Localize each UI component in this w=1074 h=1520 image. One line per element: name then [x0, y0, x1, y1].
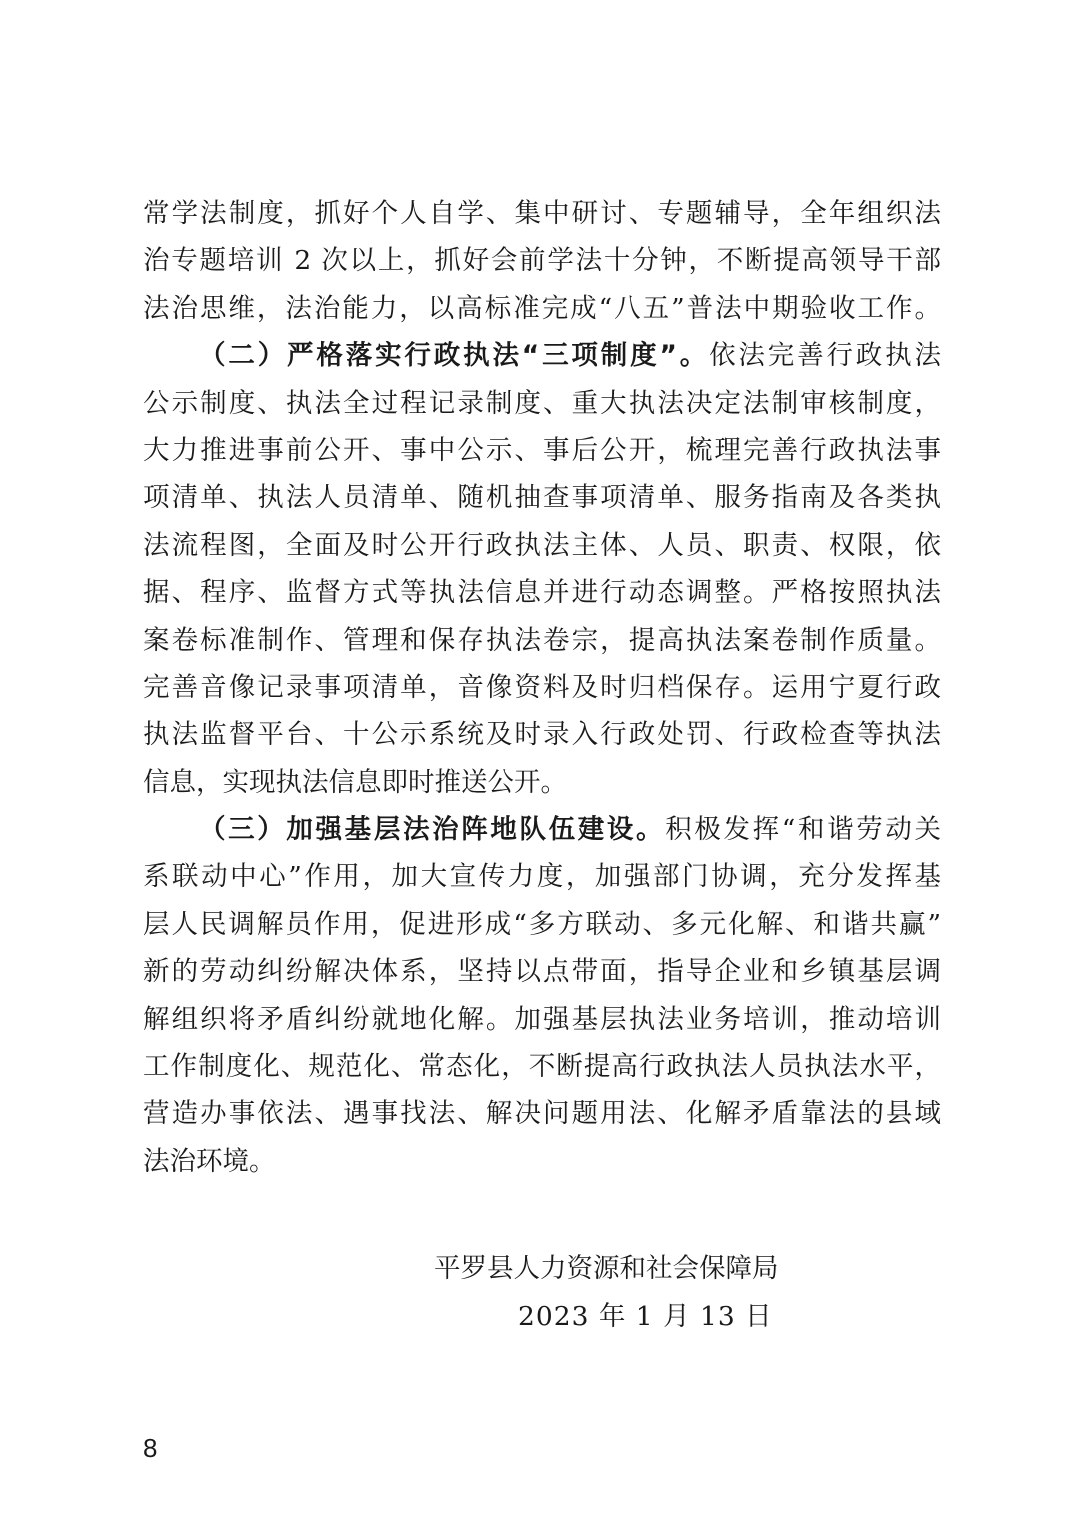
text-line: 系联动中心”作用，加大宣传力度，加强部门协调，充分发挥基 — [143, 861, 941, 893]
text-line: 项清单、执法人员清单、随机抽查事项清单、服务指南及各类执 — [143, 482, 941, 514]
section-3-heading: （三）加强基层法治阵地队伍建设。 — [199, 814, 666, 846]
signature-date: 2023 年 1 月 13 日 — [518, 1301, 773, 1332]
text-line: 解组织将矛盾纠纷就地化解。加强基层执法业务培训，推动培训 — [143, 1003, 941, 1035]
body-text — [143, 190, 941, 1185]
text-line: 新的劳动纠纷解决体系，坚持以点带面，指导企业和乡镇基层调 — [143, 956, 941, 988]
section-3-first-line — [143, 806, 941, 853]
text-line: 公示制度、执法全过程记录制度、重大执法决定法制审核制度， — [143, 387, 941, 419]
section-2-heading: （二）严格落实行政执法“三项制度”。 — [199, 340, 710, 372]
text-line: 案卷标准制作、管理和保存执法卷宗，提高执法案卷制作质量。 — [143, 624, 941, 656]
text-line: 工作制度化、规范化、常态化，不断提高行政执法人员执法水平， — [143, 1051, 941, 1083]
text-line: 法治环境。 — [143, 1145, 276, 1177]
text-line: 大力推进事前公开、事中公示、事后公开，梳理完善行政执法事 — [143, 434, 941, 466]
text-line: 法治思维，法治能力，以高标准完成“八五”普法中期验收工作。 — [143, 292, 941, 324]
section-3-first-line-text: 积极发挥“和谐劳动关 — [665, 814, 941, 846]
text-line: 信息，实现执法信息即时推送公开。 — [143, 766, 567, 798]
section-2-first-line-text: 依法完善行政执法 — [709, 340, 941, 372]
text-line: 法流程图，全面及时公开行政执法主体、人员、职责、权限，依 — [143, 529, 941, 561]
text-line: 治专题培训 2 次以上，抓好会前学法十分钟，不断提高领导干部 — [143, 245, 941, 277]
page-number: 8 — [143, 1433, 158, 1463]
signature-organization: 平罗县人力资源和社会保障局 — [434, 1253, 779, 1284]
section-2-first-line — [143, 332, 941, 379]
text-line: 据、程序、监督方式等执法信息并进行动态调整。严格按照执法 — [143, 577, 941, 609]
text-line: 完善音像记录事项清单，音像资料及时归档保存。运用宁夏行政 — [143, 671, 941, 703]
text-line: 层人民调解员作用，促进形成“多方联动、多元化解、和谐共赢” — [143, 908, 941, 940]
text-line: 常学法制度，抓好个人自学、集中研讨、专题辅导，全年组织法 — [143, 198, 941, 229]
text-line: 执法监督平台、十公示系统及时录入行政处罚、行政检查等执法 — [143, 719, 941, 751]
text-line: 营造办事依法、遇事找法、解决问题用法、化解矛盾靠法的县域 — [143, 1098, 941, 1130]
